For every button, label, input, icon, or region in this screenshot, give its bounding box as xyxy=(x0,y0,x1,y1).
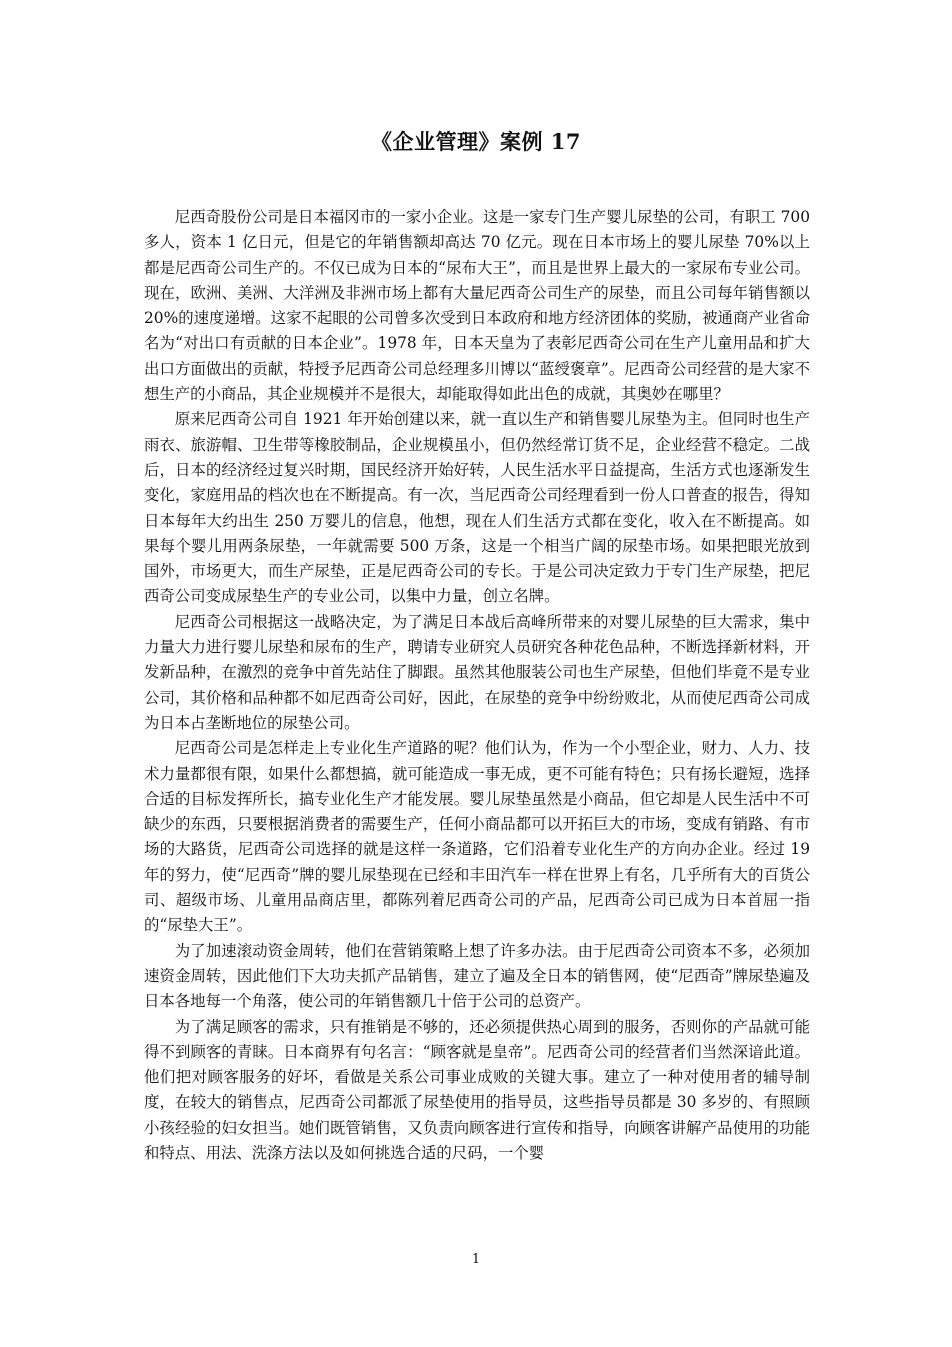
paragraph-2: 原来尼西奇公司自 1921 年开始创建以来，就一直以生产和销售婴儿尿垫为主。但同时也生产雨衣、旅游帽、卫生带等橡胶制品，企业规模虽小，但仍然经常订货不足，企业经营不稳定。二战后，日本的经济经过复兴时期，国民经济开始好转，人民生活水平日益提高，生活方式也逐渐发生变化，家庭用品的档次也在不断提高。有一次，当尼西奇公司经理看到一份人口普查的报告，得知日本每年大约出生 250 万婴儿的信息，他想，现在人们生活方式都在变化，收入在不断提高。如果每个婴儿用两条尿垫，一年就需要 500 万条，这是一个相当广阔的尿垫市场。如果把眼光放到国外，市场更大，而生产尿垫，正是尼西奇公司的专长。于是公司决定致力于专门生产尿垫，把尼西奇公司变成尿垫生产的专业公司，以集中力量，创立名牌。 xyxy=(144,410,810,606)
page-number: 1 xyxy=(471,1252,481,1267)
document-body xyxy=(144,205,810,1166)
paragraph-3: 尼西奇公司根据这一战略决定，为了满足日本战后高峰所带来的对婴儿尿垫的巨大需求，集中力量大力进行婴儿尿垫和尿布的生产，聘请专业研究人员研究各种花色品种，不断选择新材料，开发新品种，在激烈的竞争中首先站住了脚跟。虽然其他服装公司也生产尿垫，但他们毕竟不是专业公司，其价格和品种都不如尼西奇公司好，因此，在尿垫的竞争中纷纷败北，从而使尼西奇公司成为日本占垄断地位的尿垫公司。 xyxy=(144,612,810,732)
document-title: 《企业管理》案例 17 xyxy=(370,129,582,154)
paragraph-6: 为了满足顾客的需求，只有推销是不够的，还必须提供热心周到的服务，否则你的产品就可能得不到顾客的青睐。日本商界有句名言：“顾客就是皇帝”。尼西奇公司的经营者们当然深谙此道。他们把对顾客服务的好坏，看做是关系公司事业成败的关键大事。建立了一种对使用者的辅导制度，在较大的销售点，尼西奇公司都派了尿垫使用的指导员，这些指导员都是 30 多岁的、有照顾小孩经验的妇女担当。她们既管销售，又负责向顾客进行宣传和指导，向顾客讲解产品使用的功能和特点、用法、洗涤方法以及如何挑选合适的尺码，一个婴 xyxy=(144,1017,810,1162)
paragraph-5: 为了加速滚动资金周转，他们在营销策略上想了许多办法。由于尼西奇公司资本不多，必须加速资金周转，因此他们下大功夫抓产品销售，建立了遍及全日本的销售网，使“尼西奇”牌尿垫遍及日本各地每一个角落，使公司的年销售额几十倍于公司的总资产。 xyxy=(144,941,810,1011)
paragraph-1: 尼西奇股份公司是日本福冈市的一家小企业。这是一家专门生产婴儿尿垫的公司，有职工 700 多人，资本 1 亿日元，但是它的年销售额却高达 70 亿元。现在日本市场上的婴儿尿垫 70%以上都是尼西奇公司生产的。不仅已成为日本的“尿布大王”，而且是世界上最大的一家尿布专业公司。现在，欧洲、美洲、大洋洲及非洲市场上都有大量尼西奇公司生产的尿垫，而且公司每年销售额以 20%的速度递增。这家不起眼的公司曾多次受到日本政府和地方经济团体的奖励，被通商产业省命名为“对出口有贡献的日本企业”。1978 年，日本天皇为了表彰尼西奇公司在生产儿童用品和扩大出口方面做出的贡献，特授予尼西奇公司总经理多川博以“蓝绶褒章”。尼西奇公司经营的是大家不想生产的小商品，其企业规模并不是很大，却能取得如此出色的成就，其奥妙在哪里？ xyxy=(144,208,810,404)
paragraph-4: 尼西奇公司是怎样走上专业化生产道路的呢？他们认为，作为一个小型企业，财力、人力、技术力量都很有限，如果什么都想搞，就可能造成一事无成，更不可能有特色；只有扬长避短，选择合适的目标发挥所长，搞专业化生产才能发展。婴儿尿垫虽然是小商品，但它却是人民生活中不可缺少的东西，只要根据消费者的需要生产，任何小商品都可以开拓巨大的市场，变成有销路、有市场的大路货，尼西奇公司选择的就是这样一条道路，它们沿着专业化生产的方向办企业。经过 19 年的努力，使“尼西奇”牌的婴儿尿垫现在已经和丰田汽车一样在世界上有名，几乎所有大的百货公司、超级市场、儿童用品商店里，都陈列着尼西奇公司的产品，尼西奇公司已成为日本首屈一指的“尿垫大王”。 xyxy=(144,739,810,935)
